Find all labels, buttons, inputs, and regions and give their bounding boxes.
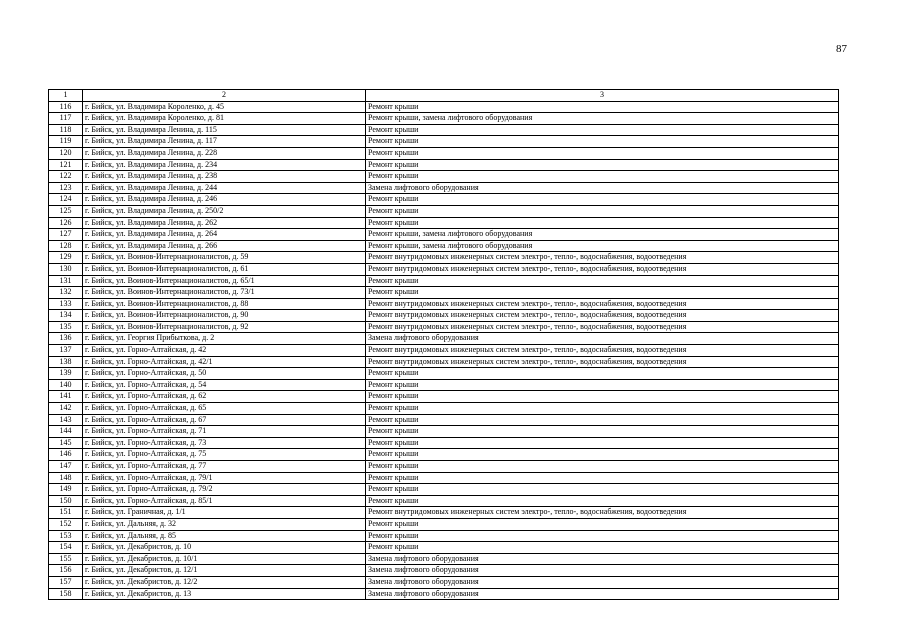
row-work: Ремонт крыши <box>366 171 839 183</box>
row-address: г. Бийск, ул. Горно-Алтайская, д. 67 <box>83 414 366 426</box>
row-number: 138 <box>49 356 83 368</box>
row-address: г. Бийск, ул. Дальняя, д. 32 <box>83 518 366 530</box>
row-number: 144 <box>49 426 83 438</box>
row-number: 133 <box>49 298 83 310</box>
row-number: 134 <box>49 310 83 322</box>
table-row <box>49 507 839 519</box>
table-row <box>49 205 839 217</box>
table-row <box>49 275 839 287</box>
row-number: 118 <box>49 124 83 136</box>
row-work: Ремонт крыши <box>366 414 839 426</box>
row-address: г. Бийск, ул. Воинов-Интернационалистов, д. 88 <box>83 298 366 310</box>
row-work: Ремонт крыши, замена лифтового оборудования <box>366 113 839 125</box>
row-address: г. Бийск, ул. Декабристов, д. 10 <box>83 542 366 554</box>
row-address: г. Бийск, ул. Горно-Алтайская, д. 71 <box>83 426 366 438</box>
table-row <box>49 530 839 542</box>
row-work: Ремонт крыши <box>366 495 839 507</box>
row-number: 150 <box>49 495 83 507</box>
row-work: Ремонт крыши <box>366 484 839 496</box>
table-row <box>49 403 839 415</box>
row-number: 142 <box>49 403 83 415</box>
table-row <box>49 368 839 380</box>
header-col-1: 1 <box>49 90 83 102</box>
row-address: г. Бийск, ул. Горно-Алтайская, д. 42 <box>83 345 366 357</box>
row-number: 157 <box>49 576 83 588</box>
row-work: Ремонт крыши <box>366 426 839 438</box>
table-row <box>49 553 839 565</box>
row-work: Ремонт внутридомовых инженерных систем электро-, тепло-, водоснабжения, водоотведения <box>366 507 839 519</box>
row-address: г. Бийск, ул. Дальняя, д. 85 <box>83 530 366 542</box>
row-work: Ремонт внутридомовых инженерных систем электро-, тепло-, водоснабжения, водоотведения <box>366 356 839 368</box>
table-row <box>49 194 839 206</box>
row-address: г. Бийск, ул. Владимира Ленина, д. 246 <box>83 194 366 206</box>
row-address: г. Бийск, ул. Владимира Ленина, д. 266 <box>83 240 366 252</box>
row-number: 147 <box>49 461 83 473</box>
row-address: г. Бийск, ул. Горно-Алтайская, д. 54 <box>83 379 366 391</box>
row-address: г. Бийск, ул. Воинов-Интернационалистов, д. 92 <box>83 321 366 333</box>
table-row <box>49 345 839 357</box>
page-number: 87 <box>836 43 847 55</box>
row-address: г. Бийск, ул. Владимира Ленина, д. 115 <box>83 124 366 136</box>
table-row <box>49 321 839 333</box>
row-number: 158 <box>49 588 83 600</box>
row-work: Ремонт крыши <box>366 518 839 530</box>
row-address: г. Бийск, ул. Горно-Алтайская, д. 79/1 <box>83 472 366 484</box>
row-number: 139 <box>49 368 83 380</box>
row-number: 120 <box>49 147 83 159</box>
table-row <box>49 263 839 275</box>
row-number: 119 <box>49 136 83 148</box>
row-address: г. Бийск, ул. Горно-Алтайская, д. 77 <box>83 461 366 473</box>
table-row <box>49 298 839 310</box>
table-row <box>49 379 839 391</box>
row-number: 156 <box>49 565 83 577</box>
table-row <box>49 229 839 241</box>
row-work: Ремонт крыши <box>366 403 839 415</box>
row-number: 137 <box>49 345 83 357</box>
row-work: Замена лифтового оборудования <box>366 333 839 345</box>
row-address: г. Бийск, ул. Георгия Прибыткова, д. 2 <box>83 333 366 345</box>
table-row <box>49 495 839 507</box>
row-number: 141 <box>49 391 83 403</box>
table-row <box>49 333 839 345</box>
row-address: г. Бийск, ул. Горно-Алтайская, д. 79/2 <box>83 484 366 496</box>
table-body <box>49 101 839 600</box>
row-address: г. Бийск, ул. Декабристов, д. 12/1 <box>83 565 366 577</box>
row-address: г. Бийск, ул. Горно-Алтайская, д. 42/1 <box>83 356 366 368</box>
row-work: Ремонт крыши <box>366 437 839 449</box>
row-number: 140 <box>49 379 83 391</box>
row-number: 128 <box>49 240 83 252</box>
table-row <box>49 240 839 252</box>
table-row <box>49 252 839 264</box>
row-work: Ремонт крыши <box>366 275 839 287</box>
table-row <box>49 542 839 554</box>
row-work: Ремонт крыши <box>366 101 839 113</box>
table-row <box>49 461 839 473</box>
row-number: 135 <box>49 321 83 333</box>
row-address: г. Бийск, ул. Горно-Алтайская, д. 75 <box>83 449 366 461</box>
row-number: 131 <box>49 275 83 287</box>
table-row <box>49 414 839 426</box>
row-number: 121 <box>49 159 83 171</box>
row-work: Ремонт крыши <box>366 217 839 229</box>
row-work: Ремонт внутридомовых инженерных систем электро-, тепло-, водоснабжения, водоотведения <box>366 345 839 357</box>
row-work: Ремонт крыши <box>366 449 839 461</box>
table-row <box>49 159 839 171</box>
row-work: Ремонт крыши <box>366 391 839 403</box>
row-work: Ремонт крыши <box>366 205 839 217</box>
table-row <box>49 182 839 194</box>
row-address: г. Бийск, ул. Владимира Ленина, д. 250/2 <box>83 205 366 217</box>
row-address: г. Бийск, ул. Декабристов, д. 12/2 <box>83 576 366 588</box>
row-address: г. Бийск, ул. Декабристов, д. 13 <box>83 588 366 600</box>
row-address: г. Бийск, ул. Воинов-Интернационалистов, д. 59 <box>83 252 366 264</box>
row-number: 123 <box>49 182 83 194</box>
row-number: 126 <box>49 217 83 229</box>
table-row <box>49 356 839 368</box>
row-address: г. Бийск, ул. Владимира Короленко, д. 45 <box>83 101 366 113</box>
row-work: Ремонт крыши <box>366 124 839 136</box>
row-address: г. Бийск, ул. Воинов-Интернационалистов, д. 73/1 <box>83 287 366 299</box>
table-row <box>49 588 839 600</box>
row-work: Ремонт внутридомовых инженерных систем электро-, тепло-, водоснабжения, водоотведения <box>366 310 839 322</box>
row-work: Ремонт крыши, замена лифтового оборудования <box>366 229 839 241</box>
row-number: 153 <box>49 530 83 542</box>
row-address: г. Бийск, ул. Горно-Алтайская, д. 85/1 <box>83 495 366 507</box>
row-number: 155 <box>49 553 83 565</box>
table-row <box>49 287 839 299</box>
row-number: 146 <box>49 449 83 461</box>
row-number: 117 <box>49 113 83 125</box>
row-address: г. Бийск, ул. Владимира Ленина, д. 264 <box>83 229 366 241</box>
row-number: 151 <box>49 507 83 519</box>
row-address: г. Бийск, ул. Владимира Ленина, д. 238 <box>83 171 366 183</box>
table-row <box>49 576 839 588</box>
row-address: г. Бийск, ул. Декабристов, д. 10/1 <box>83 553 366 565</box>
row-address: г. Бийск, ул. Владимира Ленина, д. 234 <box>83 159 366 171</box>
row-address: г. Бийск, ул. Владимира Ленина, д. 262 <box>83 217 366 229</box>
table-row <box>49 426 839 438</box>
row-work: Ремонт крыши <box>366 194 839 206</box>
row-number: 124 <box>49 194 83 206</box>
row-work: Ремонт внутридомовых инженерных систем электро-, тепло-, водоснабжения, водоотведения <box>366 321 839 333</box>
header-col-3: 3 <box>366 90 839 102</box>
row-address: г. Бийск, ул. Воинов-Интернационалистов, д. 61 <box>83 263 366 275</box>
row-number: 116 <box>49 101 83 113</box>
row-number: 125 <box>49 205 83 217</box>
row-number: 152 <box>49 518 83 530</box>
row-work: Замена лифтового оборудования <box>366 588 839 600</box>
row-address: г. Бийск, ул. Горно-Алтайская, д. 50 <box>83 368 366 380</box>
repair-table <box>48 89 839 600</box>
row-number: 143 <box>49 414 83 426</box>
table-row <box>49 217 839 229</box>
row-work: Ремонт крыши <box>366 379 839 391</box>
row-work: Ремонт крыши <box>366 368 839 380</box>
table-row <box>49 113 839 125</box>
row-address: г. Бийск, ул. Владимира Ленина, д. 244 <box>83 182 366 194</box>
table-row <box>49 437 839 449</box>
row-work: Ремонт крыши, замена лифтового оборудования <box>366 240 839 252</box>
row-number: 127 <box>49 229 83 241</box>
row-address: г. Бийск, ул. Владимира Короленко, д. 81 <box>83 113 366 125</box>
row-address: г. Бийск, ул. Горно-Алтайская, д. 65 <box>83 403 366 415</box>
row-number: 132 <box>49 287 83 299</box>
row-number: 148 <box>49 472 83 484</box>
row-work: Замена лифтового оборудования <box>366 553 839 565</box>
row-work: Ремонт крыши <box>366 542 839 554</box>
row-number: 129 <box>49 252 83 264</box>
table-row <box>49 472 839 484</box>
row-number: 136 <box>49 333 83 345</box>
table-row <box>49 391 839 403</box>
row-work: Замена лифтового оборудования <box>366 565 839 577</box>
row-work: Замена лифтового оборудования <box>366 182 839 194</box>
table-row <box>49 101 839 113</box>
row-number: 122 <box>49 171 83 183</box>
table-row <box>49 484 839 496</box>
table-row <box>49 518 839 530</box>
row-work: Ремонт внутридомовых инженерных систем электро-, тепло-, водоснабжения, водоотведения <box>366 298 839 310</box>
row-address: г. Бийск, ул. Граничная, д. 1/1 <box>83 507 366 519</box>
table-row <box>49 147 839 159</box>
row-address: г. Бийск, ул. Воинов-Интернационалистов, д. 90 <box>83 310 366 322</box>
row-work: Ремонт крыши <box>366 136 839 148</box>
row-work: Ремонт внутридомовых инженерных систем электро-, тепло-, водоснабжения, водоотведения <box>366 263 839 275</box>
table-row <box>49 124 839 136</box>
row-address: г. Бийск, ул. Воинов-Интернационалистов, д. 65/1 <box>83 275 366 287</box>
row-number: 149 <box>49 484 83 496</box>
table-row <box>49 310 839 322</box>
row-work: Замена лифтового оборудования <box>366 576 839 588</box>
table-row <box>49 565 839 577</box>
row-work: Ремонт крыши <box>366 472 839 484</box>
header-col-2: 2 <box>83 90 366 102</box>
table-row <box>49 136 839 148</box>
table-row <box>49 171 839 183</box>
row-address: г. Бийск, ул. Владимира Ленина, д. 228 <box>83 147 366 159</box>
row-number: 130 <box>49 263 83 275</box>
table-row <box>49 449 839 461</box>
row-address: г. Бийск, ул. Горно-Алтайская, д. 73 <box>83 437 366 449</box>
header-row <box>49 90 839 102</box>
row-work: Ремонт крыши <box>366 159 839 171</box>
table-header <box>49 90 839 102</box>
row-work: Ремонт внутридомовых инженерных систем электро-, тепло-, водоснабжения, водоотведения <box>366 252 839 264</box>
row-work: Ремонт крыши <box>366 530 839 542</box>
row-work: Ремонт крыши <box>366 147 839 159</box>
row-address: г. Бийск, ул. Владимира Ленина, д. 117 <box>83 136 366 148</box>
row-number: 145 <box>49 437 83 449</box>
row-number: 154 <box>49 542 83 554</box>
row-work: Ремонт крыши <box>366 461 839 473</box>
row-address: г. Бийск, ул. Горно-Алтайская, д. 62 <box>83 391 366 403</box>
row-work: Ремонт крыши <box>366 287 839 299</box>
